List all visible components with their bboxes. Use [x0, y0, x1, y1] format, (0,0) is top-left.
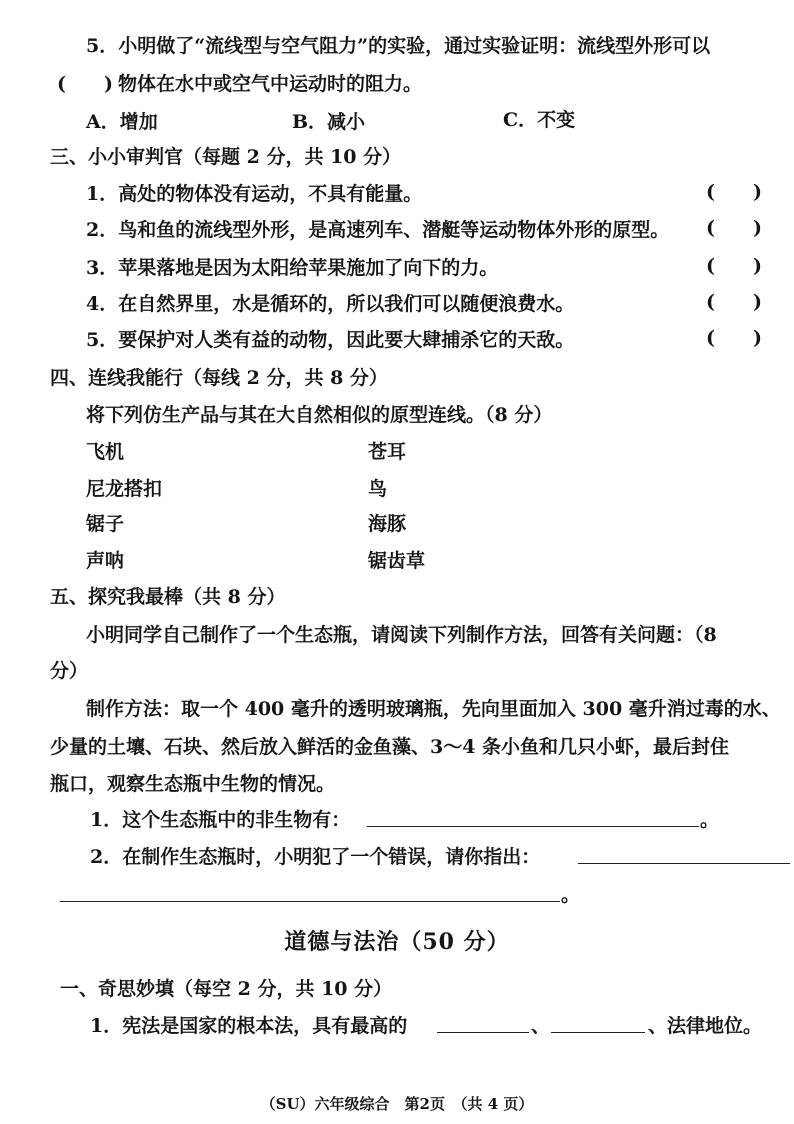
moral-q1-start: 1．宪法是国家的根本法，具有最高的 — [90, 1015, 408, 1037]
section5-title: 五、探究我最棒（共 8 分） — [50, 586, 286, 608]
s3-item-5-paren[interactable]: ( ) — [706, 327, 762, 349]
s3-item-5-text: 5．要保护对人类有益的动物，因此要大肆捕杀它的天敌。 — [86, 329, 575, 351]
s3-item-1-text: 1．高处的物体没有运动，不具有能量。 — [86, 183, 423, 205]
section4-instruction: 将下列仿生产品与其在大自然相似的原型连线。（8 分） — [86, 404, 553, 426]
moral-section1-title: 一、奇思妙填（每空 2 分，共 10 分） — [60, 978, 393, 1000]
match-left-2[interactable]: 尼龙搭扣 — [86, 478, 163, 500]
match-left-1[interactable]: 飞机 — [86, 441, 125, 463]
match-left-4[interactable]: 声呐 — [86, 550, 125, 572]
section4-title: 四、连线我能行（每线 2 分，共 8 分） — [50, 367, 388, 389]
section3-title: 三、小小审判官（每题 2 分，共 10 分） — [50, 146, 402, 168]
s3-item-1-paren[interactable]: ( ) — [706, 181, 762, 203]
s3-item-3-paren[interactable]: ( ) — [706, 255, 762, 277]
s3-item-3-text: 3．苹果落地是因为太阳给苹果施加了向下的力。 — [86, 257, 499, 279]
moral-q1-blank-1[interactable] — [437, 1014, 529, 1033]
q5-stem-line2: 物体在水中或空气中运动时的阻力。 — [118, 73, 423, 95]
moral-q1-blank-2[interactable] — [551, 1014, 645, 1033]
s5-q1-answer-blank[interactable] — [367, 808, 699, 827]
s5-q2-period: 。 — [561, 884, 581, 906]
moral-q1-separator: 、 — [531, 1015, 551, 1037]
s5-q2-answer-blank-1[interactable] — [578, 845, 790, 864]
s5-q2-prompt: 2．在制作生态瓶时，小明犯了一个错误，请你指出： — [90, 846, 541, 868]
s5-method-line3: 瓶口，观察生态瓶中生物的情况。 — [50, 773, 336, 795]
s5-method-line2: 少量的土壤、石块、然后放入鲜活的金鱼藻、3～4 条小鱼和几只小虾，最后封住 — [50, 736, 730, 758]
s5-q1-period: 。 — [700, 809, 720, 831]
match-right-4[interactable]: 锯齿草 — [368, 550, 426, 572]
q5-stem-line1: 5．小明做了“流线型与空气阻力”的实验，通过实验证明：流线型外形可以 — [86, 35, 711, 57]
page-footer: （SU）六年级综合 第2页 （共 4 页） — [260, 1095, 534, 1113]
q5-option-c: C．不变 — [503, 109, 576, 131]
s3-item-4-paren[interactable]: ( ) — [706, 291, 762, 313]
s3-item-2-text: 2．鸟和鱼的流线型外形，是高速列车、潜艇等运动物体外形的原型。 — [86, 219, 670, 241]
s5-intro-line2: 分） — [50, 660, 89, 682]
moral-q1-end: 、法律地位。 — [648, 1015, 763, 1037]
q5-option-a: A．增加 — [86, 111, 158, 133]
match-left-3[interactable]: 锯子 — [86, 513, 125, 535]
match-right-1[interactable]: 苍耳 — [368, 441, 407, 463]
s5-q2-answer-blank-2[interactable] — [60, 883, 560, 902]
s5-method-line1: 制作方法：取一个 400 毫升的透明玻璃瓶，先向里面加入 300 毫升消过毒的水、 — [86, 698, 781, 720]
match-right-2[interactable]: 鸟 — [368, 478, 388, 500]
q5-option-b: B．减小 — [292, 111, 366, 133]
moral-law-title: 道德与法治（50 分） — [284, 929, 510, 955]
match-right-3[interactable]: 海豚 — [368, 513, 407, 535]
q5-answer-paren[interactable]: ( ) — [57, 73, 113, 95]
s3-item-4-text: 4．在自然界里，水是循环的，所以我们可以随便浪费水。 — [86, 293, 575, 315]
s5-intro-line1: 小明同学自己制作了一个生态瓶，请阅读下列制作方法，回答有关问题：（8 — [86, 624, 717, 646]
s3-item-2-paren[interactable]: ( ) — [706, 217, 762, 239]
s5-q1-prompt: 1．这个生态瓶中的非生物有： — [90, 809, 351, 831]
